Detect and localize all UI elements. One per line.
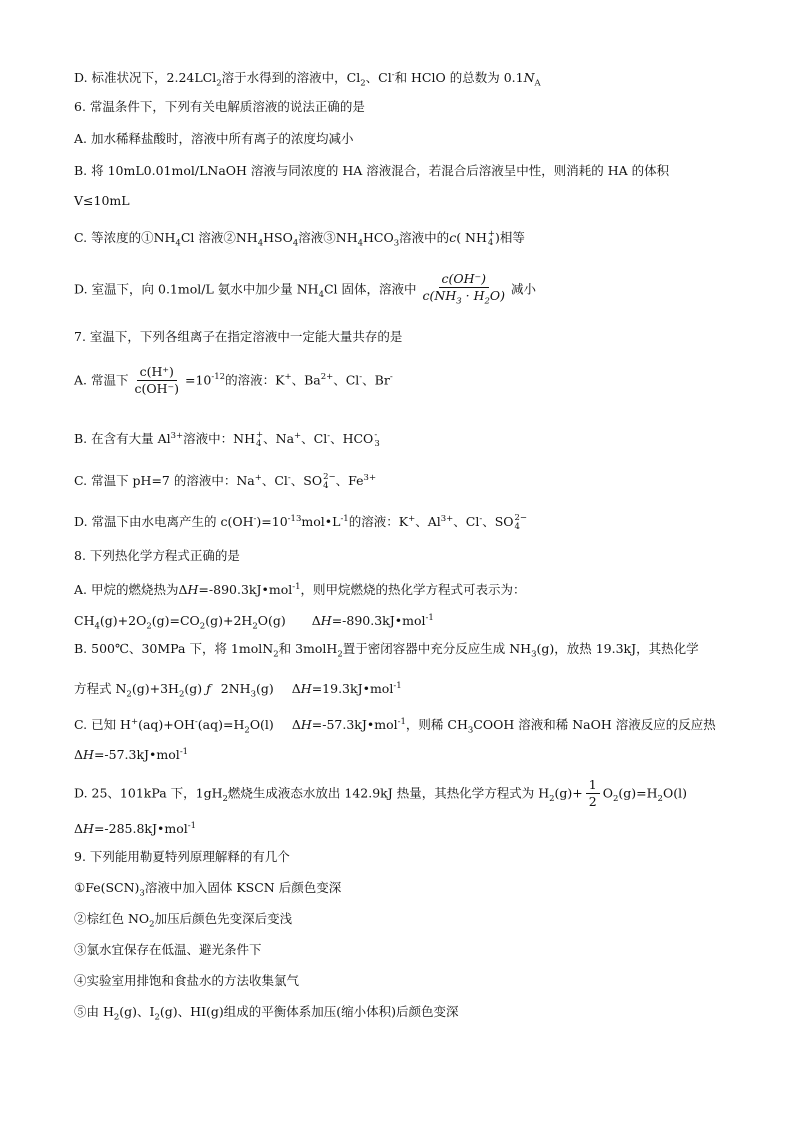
superscript: - [359, 372, 363, 383]
superscript: -1 [292, 582, 301, 592]
superscript: -1 [179, 747, 189, 757]
fraction [131, 365, 182, 397]
text: O(l) [249, 717, 274, 733]
fraction [420, 272, 509, 308]
superscript: -1 [340, 514, 349, 524]
ion-charge [488, 230, 495, 248]
count: 4 [514, 521, 520, 532]
question-6-stem: 6. 常温条件下，下列有关电解质溶液的说法正确的是 [74, 99, 365, 114]
text: 、Br [362, 372, 390, 388]
question-7-option-c [74, 468, 734, 491]
superscript: -1 [397, 717, 406, 727]
enthalpy-symbol: H [83, 821, 94, 837]
question-8-option-a-equation [74, 608, 734, 637]
numerator: c(OH⁻) [439, 272, 490, 288]
subscript: 4 [292, 238, 299, 249]
text: ①Fe(SCN) [74, 880, 140, 895]
subscript: 2 [222, 793, 228, 804]
subscript: 4 [175, 238, 181, 249]
text: (g)=H [618, 785, 658, 801]
superscript: - [389, 372, 393, 383]
question-6-option-a: A. 加水稀释盐酸时，溶液中所有离子的浓度均减小 [74, 131, 354, 146]
text: (aq)=H [197, 717, 245, 733]
question-9-stem: 9. 下列能用勒夏特列原理解释的有几个 [74, 849, 290, 864]
superscript: - [194, 717, 198, 727]
text: 、SO [482, 514, 514, 530]
superscript: - [391, 70, 395, 80]
question-8-option-b-equation [74, 676, 734, 705]
text: =-57.3kJ•mol [311, 717, 398, 733]
subscript: 3 [467, 725, 474, 736]
question-7-option-b [74, 426, 734, 449]
enthalpy-symbol: H [300, 717, 312, 733]
text: Δ [311, 613, 321, 629]
question-7-stem: 7. 室温下，下列各组离子在指定溶液中一定能大量共存的是 [74, 329, 403, 344]
text: 溶于水得到的溶液中，Cl [221, 70, 361, 86]
superscript: 2+ [320, 372, 334, 383]
text: Cl 固体，溶液中 [323, 281, 417, 297]
question-7-option-a [74, 365, 734, 397]
text: C. 已知 H [74, 717, 131, 733]
subscript: 2 [154, 1012, 160, 1023]
text: D. 标准状况下，2.24LCl [74, 70, 217, 86]
subscript: 2 [337, 649, 343, 660]
text: B. 在含有大量 Al [74, 431, 171, 447]
text: D. 25、101kPa 下，1gH [74, 785, 223, 801]
subscript: 2 [216, 78, 222, 89]
question-7-option-d [74, 509, 734, 532]
text: 、SO [290, 473, 323, 489]
text: ，则甲烷燃烧的热化学方程式可表示为： [300, 582, 526, 598]
question-8-option-c-cont [74, 742, 734, 765]
text: 溶液中加入固体 KSCN 后颜色变深 [144, 880, 342, 895]
text: C. 常温下 pH=7 的溶液中：Na [74, 473, 255, 489]
count: 4 [256, 438, 262, 449]
text: 、Ba [291, 372, 321, 388]
option-d-cl2-line [74, 65, 734, 94]
text: A. 甲烷的燃烧热为Δ [74, 582, 188, 598]
text: O) [489, 288, 506, 304]
text: 置于密闭容器中充分反应生成 NH [342, 641, 532, 656]
text: 、Cl [453, 514, 480, 530]
question-9-item-2 [74, 909, 734, 935]
superscript: - [253, 514, 257, 524]
text: 、Al [415, 514, 441, 530]
ion-charge [374, 431, 379, 449]
superscript: + [254, 473, 262, 483]
concentration-symbol: c [449, 230, 457, 245]
superscript: 3+ [440, 514, 454, 524]
text: ，则稀 CH [405, 717, 468, 733]
text: mol•L [301, 514, 341, 530]
question-6-option-b-cont: V≤10mL [74, 193, 130, 208]
text: 和 3molH [278, 641, 338, 656]
charge: + [256, 429, 264, 440]
text: 、Na [263, 431, 295, 447]
text: =-890.3kJ•mol [331, 613, 426, 629]
question-8-option-c [74, 712, 734, 741]
charge: + [487, 228, 496, 239]
text: =10 [185, 372, 212, 388]
enthalpy-symbol: H [83, 747, 94, 763]
numerator: c(H⁺) [137, 365, 177, 381]
question-6-option-b: B. 将 10mL0.01mol/LNaOH 溶液与同浓度的 HA 溶液混合，若混合后溶液呈中性，则消耗的 HA 的体积 [74, 163, 670, 178]
text: 溶液③NH [298, 230, 358, 245]
superscript: -1 [393, 681, 402, 691]
enthalpy-symbol: H [320, 613, 332, 629]
text: D. 常温下由水电离产生的 c(OH [74, 514, 254, 530]
equilibrium-symbol: ƒ [206, 681, 211, 697]
text: COOH 溶液和稀 NaOH 溶液反应的反应热 [473, 717, 716, 733]
question-8-stem: 8. 下列热化学方程式正确的是 [74, 548, 240, 563]
text: (g)、HI(g)组成的平衡体系加压(缩小体积)后颜色变深 [159, 1004, 459, 1019]
superscript: -12 [211, 372, 226, 383]
superscript: + [408, 514, 416, 524]
text: 溶液中的 [399, 230, 450, 245]
count: 4 [323, 480, 329, 491]
text: ⑤由 H [74, 1004, 114, 1019]
text: )=10 [256, 514, 288, 530]
subscript: 2 [657, 793, 663, 804]
text: Δ [291, 681, 301, 697]
text: =-285.8kJ•mol [93, 821, 188, 837]
question-8-option-d-cont [74, 816, 734, 839]
text: 的溶液：K [225, 372, 285, 388]
subscript: 2 [360, 78, 366, 89]
denominator: 2 [588, 794, 597, 810]
text: · H [461, 288, 485, 304]
subscript: 2 [146, 621, 152, 632]
subscript: 2 [178, 689, 185, 700]
enthalpy-symbol: H [187, 582, 199, 598]
text: O(l) [662, 785, 687, 801]
subscript: 4 [357, 238, 364, 249]
text: 的溶液：K [348, 514, 409, 530]
text: 、Cl [301, 431, 328, 447]
charge: 2− [323, 471, 336, 482]
question-9-item-4: ④实验室用排饱和食盐水的方法收集氯气 [74, 973, 300, 988]
subscript: 2 [244, 725, 250, 736]
text: (g) [184, 681, 203, 697]
avogadro-symbol: N [523, 70, 535, 86]
subscript: 2 [113, 1012, 120, 1023]
text: (g)、I [119, 1004, 155, 1019]
subscript: 2 [273, 649, 279, 660]
numerator: 1 [586, 778, 600, 794]
question-9-item-1 [74, 878, 734, 904]
text: A. 常温下 [74, 372, 129, 388]
text: (g)=CO [151, 613, 200, 629]
text: (g)+2O [99, 613, 147, 629]
text: 溶液中：NH [183, 431, 256, 447]
text: 方程式 N [74, 681, 127, 697]
subscript: 2 [549, 793, 555, 804]
text: =19.3kJ•mol [311, 681, 394, 697]
subscript: 3 [139, 888, 145, 899]
text: D. 室温下，向 0.1mol/L 氨水中加少量 NH [74, 281, 319, 297]
text: (g)+ [554, 785, 583, 801]
charge: 2− [514, 512, 528, 523]
text: (g)+3H [131, 681, 179, 697]
charge: - [374, 429, 378, 440]
subscript: 2 [252, 621, 258, 632]
text: Δ [74, 747, 84, 763]
superscript: - [479, 514, 483, 524]
ion-charge [515, 514, 528, 532]
text: 减小 [511, 281, 537, 297]
text: Δ [291, 717, 301, 733]
text: Cl 溶液②NH [180, 230, 258, 245]
superscript: -1 [187, 821, 197, 831]
text: CH [74, 613, 95, 629]
text: ②棕红色 NO [74, 911, 150, 926]
question-9-item-3: ③氯水宜保存在低温、避光条件下 [74, 942, 262, 957]
subscript: 2 [126, 689, 132, 700]
superscript: + [294, 431, 302, 441]
denominator: c(OH⁻) [134, 381, 179, 397]
text: (aq)+OH [138, 717, 195, 733]
text: Δ [74, 821, 84, 837]
text: O [602, 785, 613, 801]
text: 、Cl [261, 473, 288, 489]
subscript: 3 [531, 649, 537, 660]
text: 2NH [220, 681, 251, 697]
subscript: 3 [250, 689, 256, 700]
question-8-option-d [74, 778, 734, 810]
subscript: A [534, 78, 541, 89]
text: 、Cl [365, 70, 392, 86]
superscript: + [130, 717, 139, 727]
superscript: 3+ [170, 431, 184, 441]
text: B. 500℃、30MPa 下，将 1molN [74, 641, 274, 656]
superscript: + [284, 372, 292, 383]
subscript: 2 [612, 793, 619, 804]
superscript: - [287, 473, 291, 483]
text: 和 HClO 的总数为 0.1 [394, 70, 524, 86]
subscript: 4 [257, 238, 264, 249]
subscript: 4 [318, 289, 324, 300]
text: ( NH [456, 230, 487, 245]
text: 加压后颜色先变深后变浅 [154, 911, 293, 926]
text: =-890.3kJ•mol [198, 582, 293, 598]
question-8-option-b [74, 639, 734, 665]
text: HCO [363, 230, 394, 245]
text: HSO [263, 230, 293, 245]
text: 燃烧生成液态水放出 142.9kJ 热量，其热化学方程式为 H [227, 785, 550, 801]
text: )相等 [495, 230, 525, 245]
text: 、Cl [333, 372, 360, 388]
subscript: 2 [199, 621, 206, 632]
fraction [586, 778, 600, 810]
text: C. 等浓度的①NH [74, 230, 176, 245]
superscript: -1 [425, 613, 434, 623]
subscript: 3 [393, 238, 400, 249]
subscript: 4 [94, 621, 100, 632]
superscript: - [327, 431, 331, 441]
count: 3 [374, 438, 380, 449]
text: (g)+2H [205, 613, 253, 629]
superscript: 3+ [363, 473, 377, 483]
count: 4 [487, 237, 494, 248]
ion-charge [323, 473, 336, 491]
text: (g)，放热 19.3kJ，其热化学 [536, 641, 699, 656]
question-9-item-5 [74, 1002, 734, 1028]
text: c(NH [422, 288, 457, 304]
enthalpy-symbol: H [300, 681, 312, 697]
question-6-option-c [74, 228, 734, 254]
subscript: 3 [456, 296, 462, 307]
subscript: 2 [149, 919, 155, 930]
text: 、Fe [335, 473, 364, 489]
text: O(g) [257, 613, 286, 629]
superscript: -13 [287, 514, 302, 524]
question-8-option-a [74, 577, 734, 600]
denominator [420, 288, 509, 307]
question-6-option-d [74, 272, 734, 308]
text: =-57.3kJ•mol [93, 747, 180, 763]
text: (g) [255, 681, 274, 697]
text: 、HCO [330, 431, 374, 447]
subscript: 2 [484, 296, 490, 307]
